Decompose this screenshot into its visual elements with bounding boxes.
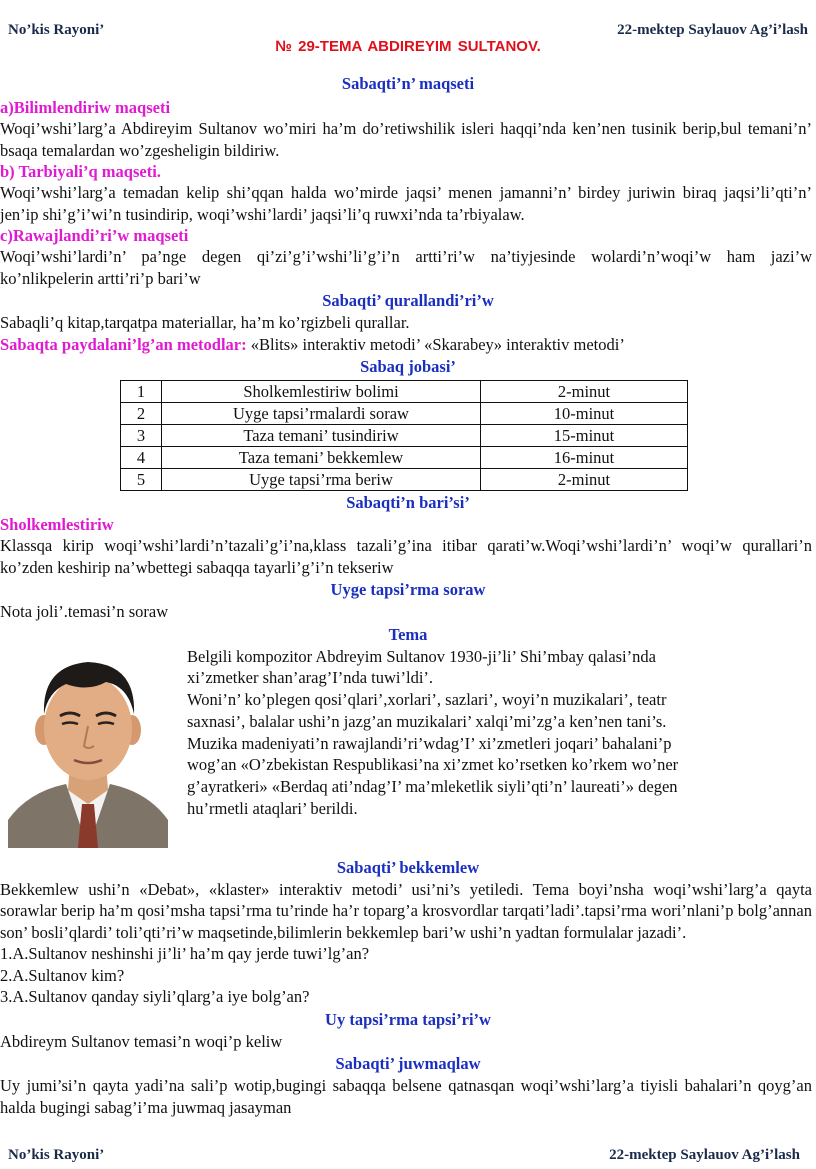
- objective-c-text: Woqi’wshi’lardi’n’ pa’nge degen qi’zi’g’i’wshi’li’g’i’n artti’ri’w na’tiyjesinde wolardi’n’woqi’w ham jazi’w ko’nlikpelerin artti’ri’p bari’w: [0, 247, 812, 288]
- header-left: No’kis Rayoni’: [8, 22, 105, 38]
- plan-heading: Sabaq jobasi’: [360, 357, 456, 376]
- methods-line: [0, 334, 816, 356]
- methods-text: «Blits» interaktiv metodi’ «Skarabey» interaktiv metodi’: [246, 334, 625, 354]
- plan-time: 2-minut: [481, 381, 688, 403]
- plan-task: Sholkemlestiriw bolimi: [162, 381, 481, 403]
- table-row: [121, 381, 688, 403]
- plan-time: 15-minut: [481, 425, 688, 447]
- homework-assign-heading: Uy tapsi’rma tapsi’ri’w: [325, 1009, 491, 1029]
- tema-line: hu’rmetli ataqlari’ berildi.: [187, 799, 358, 819]
- tema-line: saxnasi’, balalar ushi’n jazg’an muzikalari’ xalqi’mi’zg’a ken’nen tani’s.: [187, 711, 667, 731]
- question-item: 3.A.Sultanov qanday siyli’qlarg’a iye bolg’an?: [0, 987, 310, 1006]
- header-right: 22-mektep Saylauov Ag’i’lash: [617, 22, 808, 38]
- summary-text: Uy jumi’si’n qayta yadi’na sali’p wotip,bugingi sabaqqa belsene qatnasqan woqi’wshi’larg’a tiyisli bahalari’n qoyg’an halda bugingi sabag’i’ma juwmaq jasayman: [0, 1076, 812, 1117]
- objective-c-heading: c)Rawajlandi’ri’w maqseti: [0, 226, 189, 245]
- tema-line: Muzika madeniyati’n rawajlandi’ri’wdag’I’ xi’zmetleri joqari’ bahalani’p: [187, 733, 672, 753]
- reinforce-heading: Sabaqti’ bekkemlew: [336, 857, 480, 877]
- equipment-text: Sabaqli’q kitap,tarqatpa materiallar, ha’m ko’rgizbeli qurallar.: [0, 313, 410, 332]
- tema-line: Belgili kompozitor Abdreyim Sultanov 1930-ji’li’ Shi’mbay qalasi’nda: [187, 646, 656, 666]
- reinforce-text: Bekkemlew ushi’n «Debat», «klaster» interaktiv metodi’ usi’ni’s yetiledi. Tema boyi’nsha woqi’wshi’larg’a qayta sorawlar berip ha’m qosi’msha tapsi’rma tu’rinde ha’r toparg’a krosvordlar tarqati’ladi’.tapsi’rma wori’nlani’p bolg’annan son’ bosli’qlardi’ toli’qti’ri’w maqsetinde,bilimlerin bekkemlep bari’w ushi’n yadtan formulalar jazadi’.: [0, 879, 812, 942]
- composer-portrait-image: [8, 652, 168, 848]
- organization-heading: Sholkemlestiriw: [0, 515, 114, 534]
- homework-assign-text: Abdireym Sultanov temasi’n woqi’p keliw: [0, 1031, 283, 1051]
- tema-section: [0, 646, 816, 856]
- plan-number: 1: [121, 381, 162, 403]
- homework-check-heading: Uyge tapsi’rma soraw: [330, 580, 486, 599]
- progress-heading: Sabaqti’n bari’si’: [346, 493, 470, 512]
- plan-time: 10-minut: [481, 403, 688, 425]
- table-row: [121, 447, 688, 469]
- organization-text: Klassqa kirip woqi’wshi’lardi’n’tazali’g’i’na,klass tazali’g’ina itibar qarati’w.Woqi’wshi’lardi’n’ woqi’w qurallari’n ko’zden keshirip na’wbettegi sabaqqa tayarli’g’i’n tekseriw: [0, 536, 812, 577]
- plan-number: 2: [121, 403, 162, 425]
- homework-check-text: Nota joli’.temasi’n soraw: [0, 602, 169, 621]
- objective-b-heading: b) Tarbiyali’q maqseti.: [0, 162, 161, 181]
- equipment-heading: Sabaqti’ qurallandi’ri’w: [322, 291, 494, 310]
- tema-text: [187, 646, 767, 820]
- objective-a-heading: a)Bilimlendiriw maqseti: [0, 98, 171, 117]
- plan-number: 3: [121, 425, 162, 447]
- tema-line: Woni’n’ ko’plegen qosi’qlari’,xorlari’, sazlari’, woyi’n muzikalari’, teatr: [187, 690, 667, 710]
- objectives-heading: Sabaqti’n’ maqseti: [341, 74, 475, 93]
- plan-time: 16-minut: [481, 447, 688, 469]
- lesson-theme-title: № 29-TEMA ABDIREYIM SULTANOV.: [275, 38, 541, 55]
- summary-heading: Sabaqti’ juwmaqlaw: [335, 1054, 481, 1073]
- plan-task: Taza temani’ bekkemlew: [162, 447, 481, 469]
- plan-task: Uyge tapsi’rmalardi soraw: [162, 403, 481, 425]
- tema-line: xi’zmetker shan’arag’I’nda tuwi’ldi’.: [187, 668, 434, 688]
- plan-time: 2-minut: [481, 469, 688, 491]
- lesson-plan-table: [120, 380, 688, 491]
- table-row: [121, 469, 688, 491]
- table-row: [121, 403, 688, 425]
- table-row: [121, 425, 688, 447]
- question-item: 2.A.Sultanov kim?: [0, 965, 125, 985]
- plan-task: Taza temani’ tusindiriw: [162, 425, 481, 447]
- methods-label: Sabaqta paydalani’lg’an metodlar:: [0, 334, 247, 354]
- objective-a-text: Woqi’wshi’larg’a Abdireyim Sultanov wo’miri ha’m do’retiwshilik isleri haqqi’nda ken’nen tusinik berip,bul temani’n’ bsaqa temalardan wo’zgesheligin bildiriw.: [0, 119, 812, 160]
- tema-line: wog’an «O’zbekistan Respublikasi’na xi’zmet ko’rsetken ko’rkem wo’ner: [187, 755, 679, 775]
- objective-b-text: Woqi’wshi’larg’a temadan kelip shi’qqan halda wo’mirde jaqsi’ menen jamanni’n’ birdey juriwin biraq jaqsi’li’qti’n’ jen’ip shi’g’i’wi’n tusindirip, woqi’wshi’lardi’ jaqsi’li’q ruwxi’nda ta’rbiyalaw.: [0, 183, 812, 224]
- plan-number: 5: [121, 469, 162, 491]
- footer-left: No’kis Rayoni’: [8, 1147, 105, 1163]
- tema-line: g’ayratkeri» «Berdaq ati’ndag’I’ ma’mleketlik siyli’qti’n’ laureati’» degen: [187, 777, 678, 797]
- plan-number: 4: [121, 447, 162, 469]
- question-item: 1.A.Sultanov neshinshi ji’li’ ha’m qay jerde tuwi’lg’an?: [0, 944, 370, 963]
- plan-task: Uyge tapsi’rma beriw: [162, 469, 481, 491]
- footer-right: 22-mektep Saylauov Ag’i’lash: [609, 1147, 800, 1163]
- tema-heading: Tema: [388, 624, 428, 644]
- document-body: [0, 72, 816, 1118]
